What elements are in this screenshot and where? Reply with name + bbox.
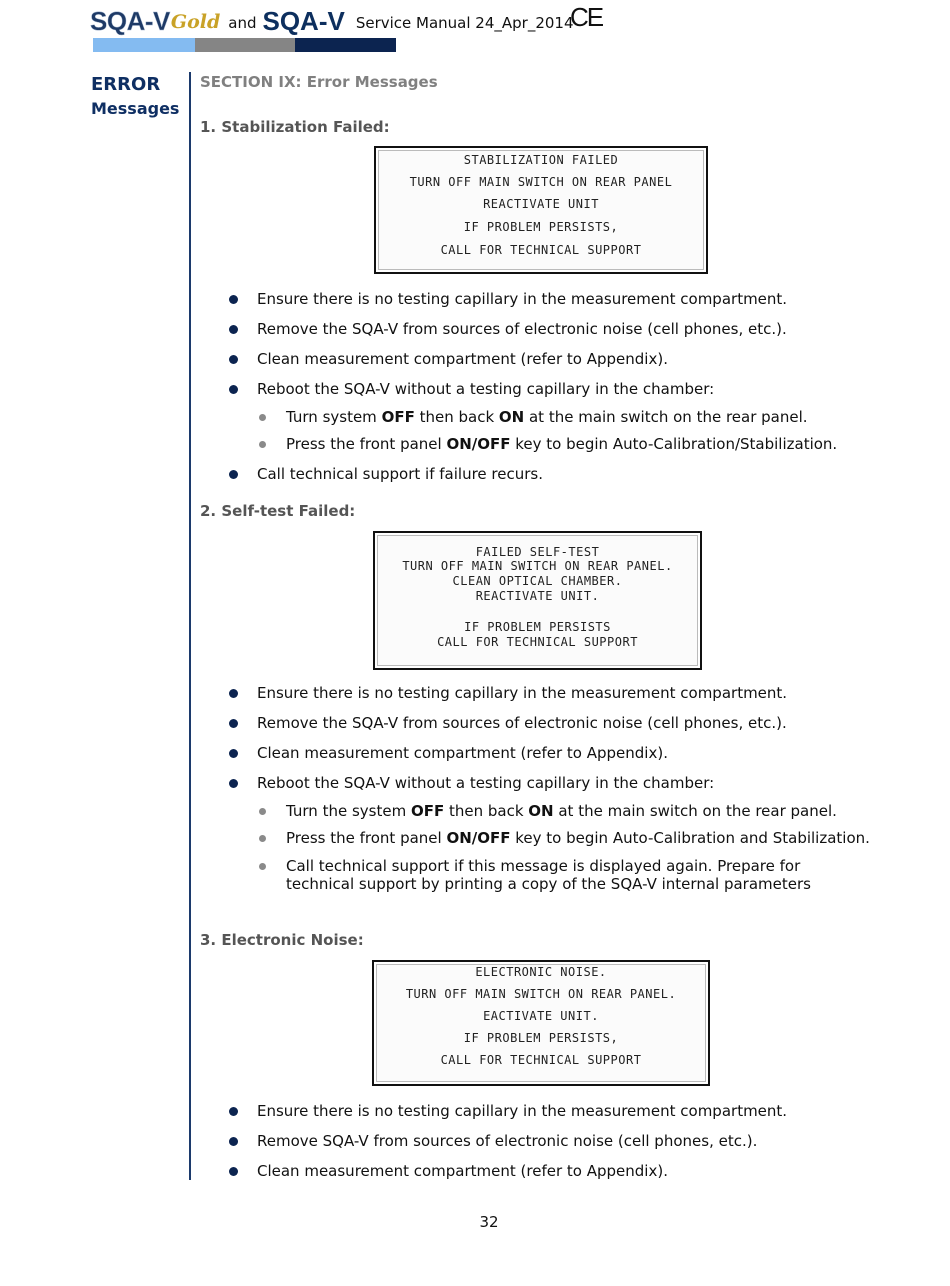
- sidebar-title-line2: Messages: [91, 99, 180, 118]
- section-heading-2: 2. Self-test Failed:: [200, 502, 356, 520]
- lcd-line: IF PROBLEM PERSISTS,: [463, 1031, 619, 1045]
- section-heading-3: 3. Electronic Noise:: [200, 931, 364, 949]
- lcd-line: CALL FOR TECHNICAL SUPPORT: [437, 635, 638, 649]
- sidebar-title: [91, 73, 179, 121]
- bullet-item: Ensure there is no testing capillary in the measurement compartment.: [257, 290, 788, 308]
- lcd-line: REACTIVATE UNIT.: [475, 589, 600, 603]
- bullet-item: Clean measurement compartment (refer to Appendix).: [257, 744, 668, 762]
- bullet-item: Clean measurement compartment (refer to Appendix).: [257, 1162, 668, 1180]
- gold-logo-script: Gold: [170, 11, 221, 33]
- sub-bullet-item: Turn system OFF then back ON at the main switch on the rear panel.: [286, 408, 808, 426]
- sub-bullet-item: Press the front panel ON/OFF key to begin Auto-Calibration and Stabilization.: [286, 829, 870, 847]
- lcd-line: ELECTRONIC NOISE.: [475, 965, 607, 979]
- bullet-item: Remove the SQA-V from sources of electronic noise (cell phones, etc.).: [257, 320, 787, 338]
- lcd-line: REACTIVATE UNIT: [483, 197, 599, 211]
- lcd-line: IF PROBLEM PERSISTS,: [463, 220, 619, 234]
- lcd-line: TURN OFF MAIN SWITCH ON REAR PANEL.: [402, 559, 673, 573]
- bullet-item: Reboot the SQA-V without a testing capillary in the chamber:: [257, 380, 715, 398]
- header-bar-navy: [295, 38, 396, 52]
- lcd-line: STABILIZATION FAILED: [463, 153, 619, 167]
- sub-bullet-item: Turn the system OFF then back ON at the main switch on the rear panel.: [286, 802, 837, 820]
- section-heading-1: 1. Stabilization Failed:: [200, 118, 390, 136]
- lcd-line: CALL FOR TECHNICAL SUPPORT: [440, 1053, 642, 1067]
- page-number: 32: [479, 1213, 499, 1231]
- sqa-v-logo-2: SQA-V: [262, 6, 345, 36]
- bullet-item: Call technical support if failure recurs.: [257, 465, 543, 483]
- lcd-line: TURN OFF MAIN SWITCH ON REAR PANEL: [409, 175, 673, 189]
- lcd-display-1: [374, 146, 708, 274]
- lcd-line: EACTIVATE UNIT.: [483, 1009, 599, 1023]
- bullet-item: Reboot the SQA-V without a testing capillary in the chamber:: [257, 774, 715, 792]
- bullet-item: Ensure there is no testing capillary in the measurement compartment.: [257, 1102, 788, 1120]
- sqa-v-logo: SQA-V: [90, 6, 170, 36]
- lcd-display-3: [372, 960, 710, 1086]
- section-title: SECTION IX: Error Messages: [200, 73, 438, 91]
- lcd-line: CALL FOR TECHNICAL SUPPORT: [440, 243, 642, 257]
- manual-title: Service Manual 24_Apr_2014: [355, 14, 574, 32]
- lcd-line: TURN OFF MAIN SWITCH ON REAR PANEL.: [405, 987, 677, 1001]
- sub-bullet-item: Press the front panel ON/OFF key to begin Auto-Calibration/Stabilization.: [286, 435, 838, 453]
- bullet-item: Clean measurement compartment (refer to Appendix).: [257, 350, 668, 368]
- lcd-line: IF PROBLEM PERSISTS: [464, 620, 611, 634]
- sub-bullet-item: Call technical support if this message is displayed again. Prepare for technical support by printing a copy of the SQA-V internal parameters: [286, 857, 866, 893]
- ce-mark-icon: CE: [570, 2, 603, 32]
- bullet-item: Remove SQA-V from sources of electronic noise (cell phones, etc.).: [257, 1132, 758, 1150]
- sidebar-title-line1: ERROR: [91, 74, 161, 95]
- bullet-item: Ensure there is no testing capillary in the measurement compartment.: [257, 684, 788, 702]
- bullet-item: Remove the SQA-V from sources of electronic noise (cell phones, etc.).: [257, 714, 787, 732]
- lcd-line: CLEAN OPTICAL CHAMBER.: [452, 574, 623, 588]
- header-bar-gray: [195, 38, 295, 52]
- logo-and-text: and: [228, 14, 257, 32]
- page-header: [90, 2, 574, 36]
- lcd-display-2: [373, 531, 702, 670]
- header-bar-light-blue: [93, 38, 195, 52]
- lcd-line: FAILED SELF-TEST: [475, 545, 600, 559]
- vertical-divider: [189, 72, 191, 1180]
